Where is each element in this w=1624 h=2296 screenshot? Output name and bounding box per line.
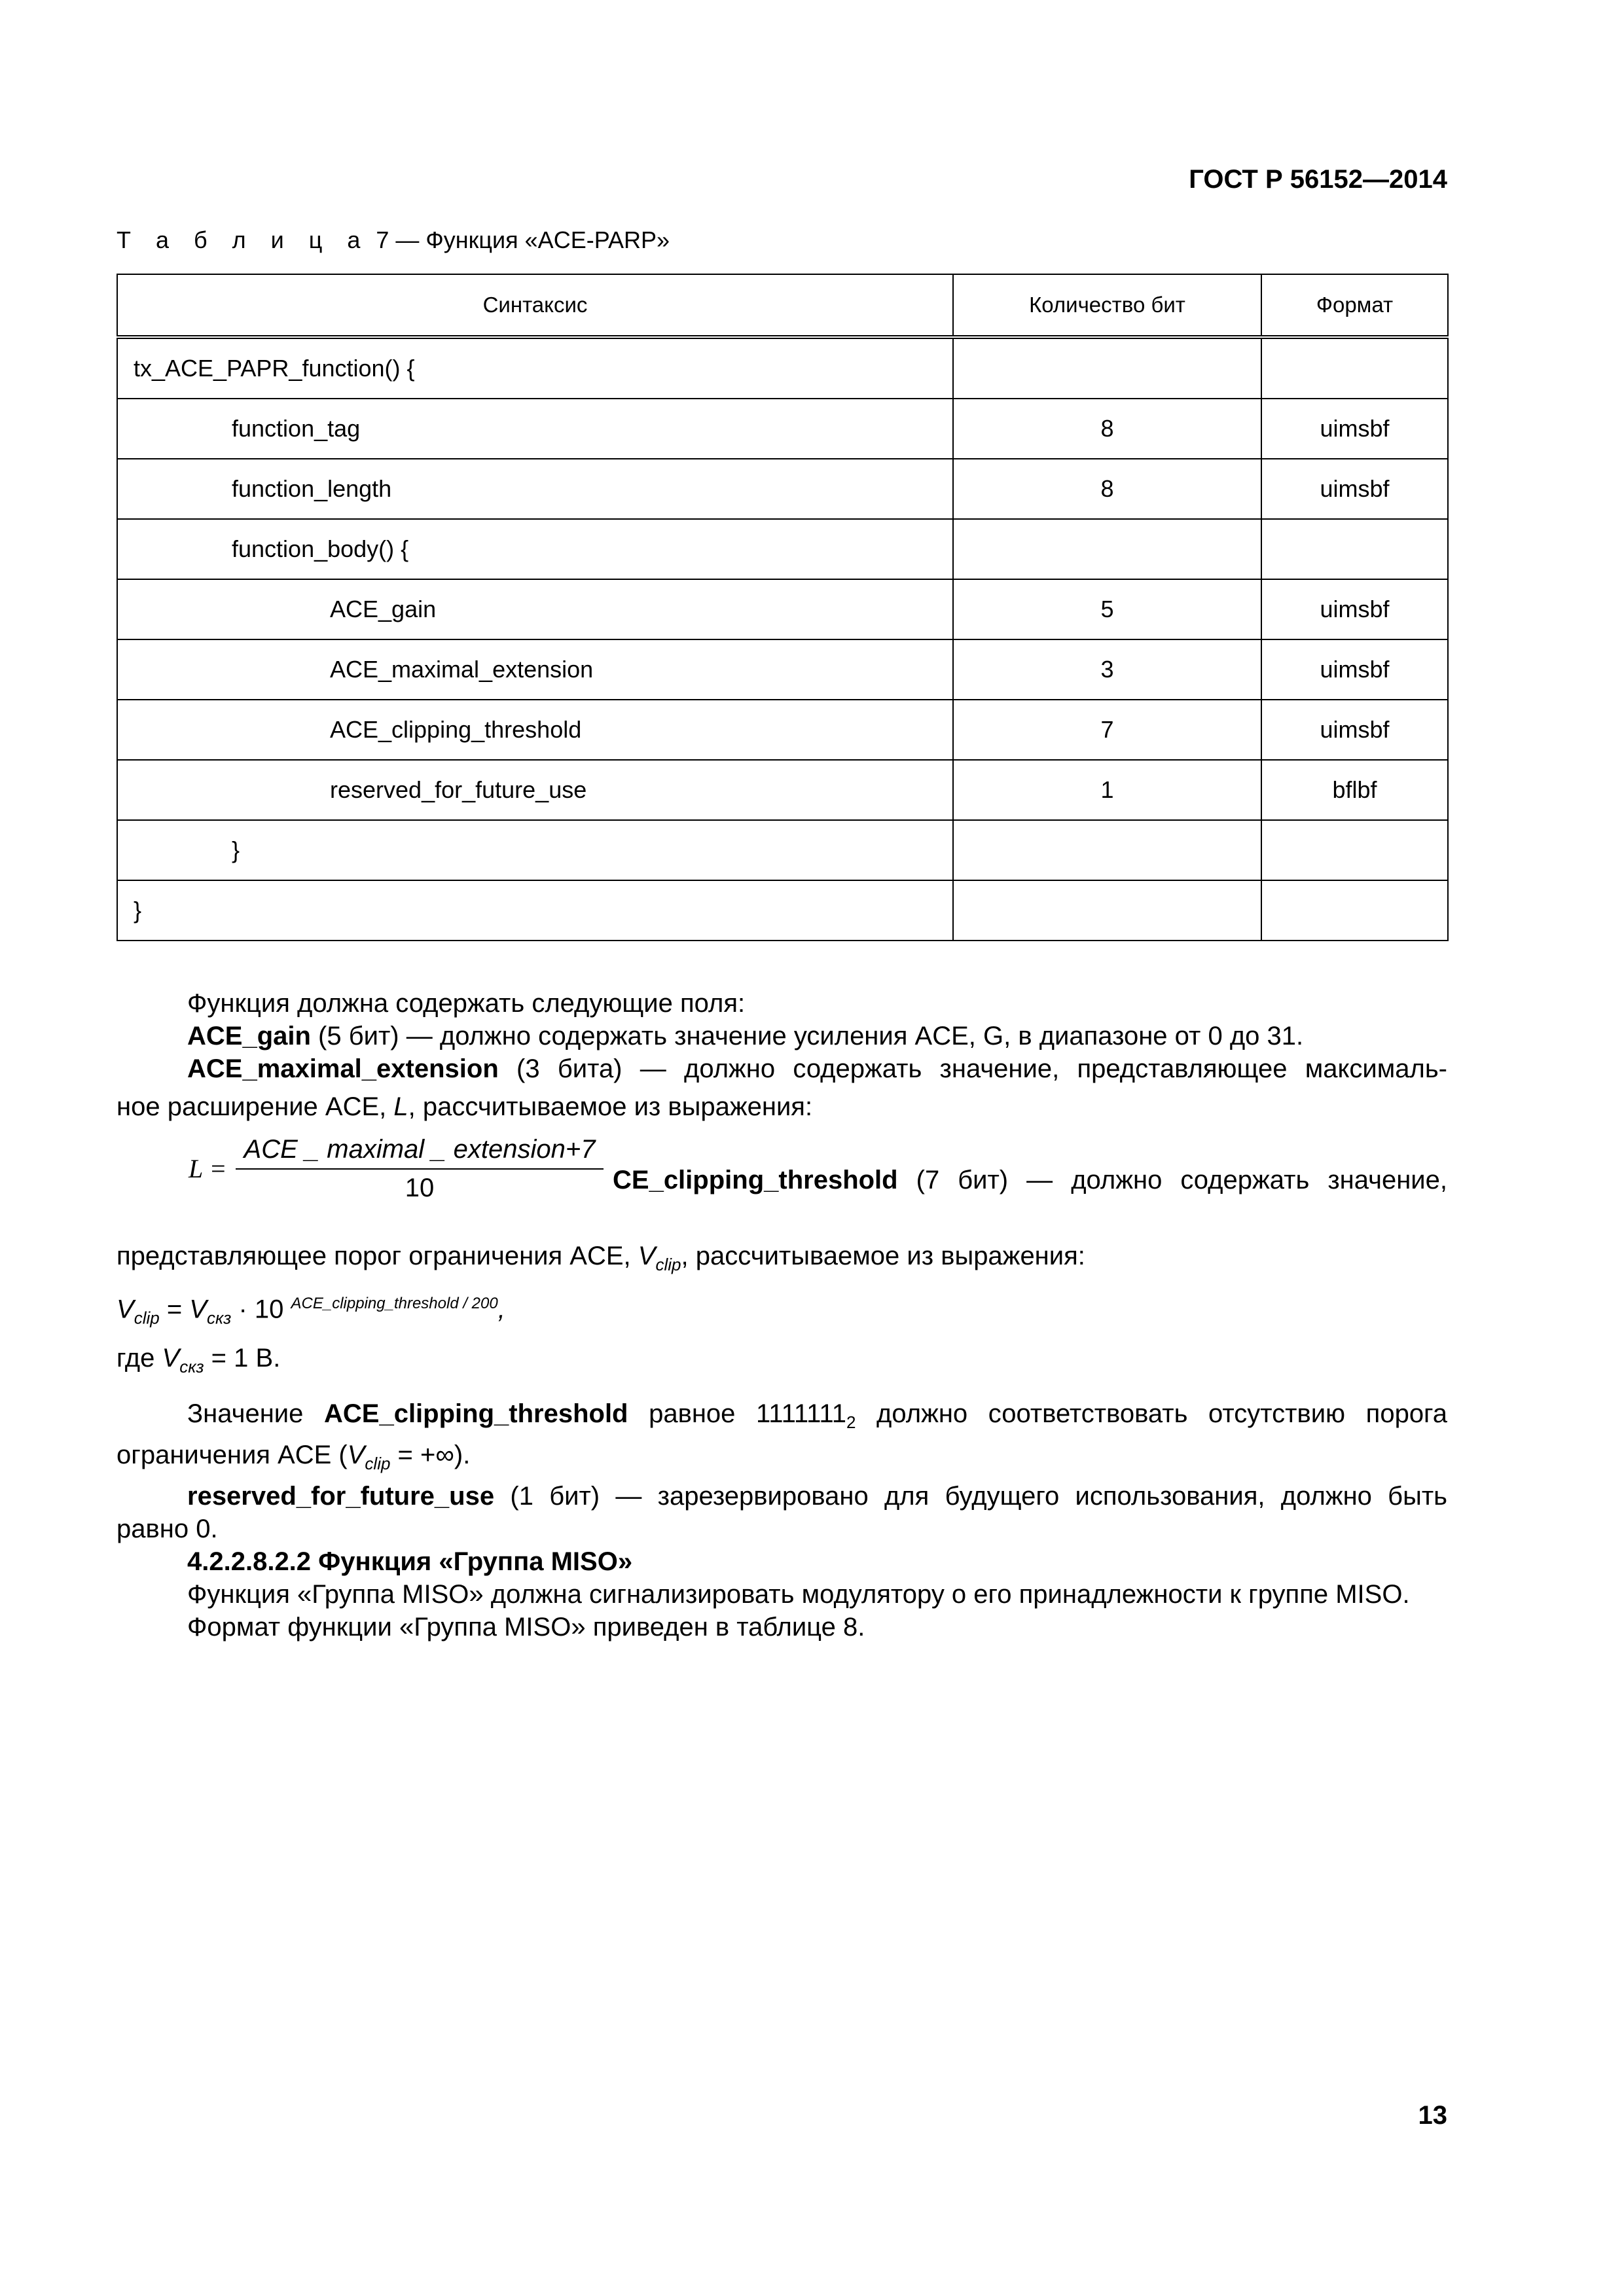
table-row [117, 459, 1448, 519]
syntax-cell: function_body() { [117, 519, 953, 579]
format-cell: uimsbf [1261, 639, 1448, 700]
value-text3: должно соответствовать отсутствию порога ограничения ACE ( [117, 1399, 1448, 1470]
var-l: L [393, 1092, 408, 1121]
bits-cell: 7 [953, 700, 1261, 760]
syntax-cell: reserved_for_future_use [117, 760, 953, 820]
ace-maxext-continuation [117, 1090, 1447, 1123]
ace-maxext-cont-text: ное расширение ACE, [117, 1092, 394, 1121]
value-text2: равное 1111111 [628, 1399, 846, 1429]
table-caption-label: Т а б л и ц а [117, 226, 370, 253]
bits-cell: 5 [953, 579, 1261, 639]
where-v: V [162, 1344, 180, 1373]
value-text: Значение [187, 1399, 324, 1429]
page-number: 13 [1418, 2101, 1447, 2130]
ace-maxext-desc: (3 бита) — должно содержать значение, представляющее максималь- [498, 1054, 1447, 1083]
where-text: где [117, 1344, 162, 1373]
syntax-cell: ACE_maximal_extension [117, 639, 953, 700]
bits-cell: 8 [953, 399, 1261, 459]
syntax-cell: ACE_clipping_threshold [117, 700, 953, 760]
fields-intro: Функция должна содержать следующие поля: [187, 989, 746, 1018]
vclip-formula [117, 1287, 1447, 1334]
vclip-v2: V [189, 1295, 207, 1324]
syntax-cell: function_tag [117, 399, 953, 459]
table-caption [117, 226, 670, 254]
ace-maxext-term: ACE_maximal_extension [187, 1054, 499, 1083]
format-cell: uimsbf [1261, 459, 1448, 519]
bits-cell: 1 [953, 760, 1261, 820]
formula-l-denominator: 10 [405, 1174, 435, 1202]
value-text4: = +∞). [390, 1441, 471, 1470]
format-cell [1261, 519, 1448, 579]
syntax-cell: function_length [117, 459, 953, 519]
table-row [117, 519, 1448, 579]
format-cell: uimsbf [1261, 700, 1448, 760]
where-line [117, 1342, 1447, 1383]
column-header-bits: Количество бит [953, 274, 1261, 337]
format-cell: uimsbf [1261, 399, 1448, 459]
where-text2: = 1 В. [204, 1344, 281, 1373]
table-row [117, 399, 1448, 459]
format-cell [1261, 820, 1448, 880]
column-header-syntax: Синтаксис [117, 274, 953, 337]
clip-threshold-line [613, 1164, 1447, 1196]
bits-cell [953, 880, 1261, 941]
vclip-exponent: ACE_clipping_threshold / 200 [291, 1295, 498, 1312]
vclip-sub: clip [134, 1308, 160, 1328]
ace-maxext-cont-text2: , рассчитываемое из выражения: [408, 1092, 813, 1121]
format-cell: bflbf [1261, 760, 1448, 820]
vclip-ten: · 10 [231, 1295, 291, 1324]
section-heading: 4.2.2.8.2.2 Функция «Группа MISO» [187, 1547, 633, 1577]
table-row [117, 880, 1448, 941]
ace-gain-desc: (5 бит) — должно содержать значение усиления ACE, G, в диапазоне от 0 до 31. [310, 1022, 1304, 1050]
body-text-upper [117, 987, 1447, 1123]
table-row [117, 760, 1448, 820]
formula-l-lhs: L = [189, 1154, 227, 1183]
value-sub: 2 [846, 1412, 856, 1433]
clip-threshold-term: CE_clipping_threshold [613, 1166, 898, 1194]
where-sub: скз [179, 1357, 204, 1377]
bits-cell: 3 [953, 639, 1261, 700]
vclip-eq: = [159, 1295, 190, 1324]
ace-gain-term: ACE_gain [187, 1022, 311, 1050]
syntax-table [117, 274, 1449, 941]
syntax-cell: tx_ACE_PAPR_function() { [117, 337, 953, 399]
var-v: V [638, 1242, 656, 1270]
clip-cont-text: представляющее порог ограничения ACE, [117, 1242, 638, 1270]
value-paragraph [117, 1397, 1447, 1480]
bits-cell [953, 820, 1261, 880]
reserved-paragraph [117, 1480, 1447, 1545]
format-cell: uimsbf [1261, 579, 1448, 639]
formula-l-fraction [236, 1135, 604, 1203]
syntax-cell: ACE_gain [117, 579, 953, 639]
formula-l-numerator: ACE _ maximal _ extension+7 [236, 1135, 604, 1170]
body-text-lower [117, 1240, 1447, 1643]
table-row [117, 579, 1448, 639]
syntax-cell: } [117, 880, 953, 941]
column-header-format: Формат [1261, 274, 1448, 337]
bits-cell [953, 337, 1261, 399]
syntax-cell: } [117, 820, 953, 880]
table-row [117, 639, 1448, 700]
table-row [117, 337, 1448, 399]
reserved-term: reserved_for_future_use [187, 1482, 495, 1511]
sub-clip: clip [655, 1255, 681, 1274]
reserved-desc: (1 бит) — зарезервировано для будущего использования, должно быть равно 0. [117, 1482, 1447, 1544]
format-cell [1261, 337, 1448, 399]
table-row [117, 700, 1448, 760]
miso-format-paragraph: Формат функции «Группа MISO» приведен в таблице 8. [187, 1613, 865, 1642]
bits-cell: 8 [953, 459, 1261, 519]
value-vsub: clip [365, 1454, 391, 1474]
table-row [117, 820, 1448, 880]
vclip-v: V [117, 1295, 134, 1324]
table-header-row [117, 274, 1448, 337]
value-v: V [347, 1441, 365, 1470]
vclip-sub2: скз [206, 1308, 232, 1328]
format-cell [1261, 880, 1448, 941]
vclip-comma: , [497, 1295, 505, 1324]
table-caption-title: 7 — Функция «ACE-PARP» [369, 226, 670, 253]
value-term: ACE_clipping_threshold [324, 1399, 628, 1429]
miso-paragraph: Функция «Группа MISO» должна сигнализировать модулятору о его принадлежности к группе MISO. [187, 1580, 1410, 1609]
clip-threshold-desc: (7 бит) — должно содержать значение, [897, 1166, 1447, 1194]
bits-cell [953, 519, 1261, 579]
ace-gain-paragraph [117, 1020, 1447, 1052]
clip-continuation [117, 1240, 1447, 1281]
document-id-header: ГОСТ Р 56152—2014 [1189, 165, 1447, 194]
ace-maxext-paragraph [117, 1052, 1447, 1085]
clip-cont-text2: , рассчитываемое из выражения: [681, 1242, 1085, 1270]
